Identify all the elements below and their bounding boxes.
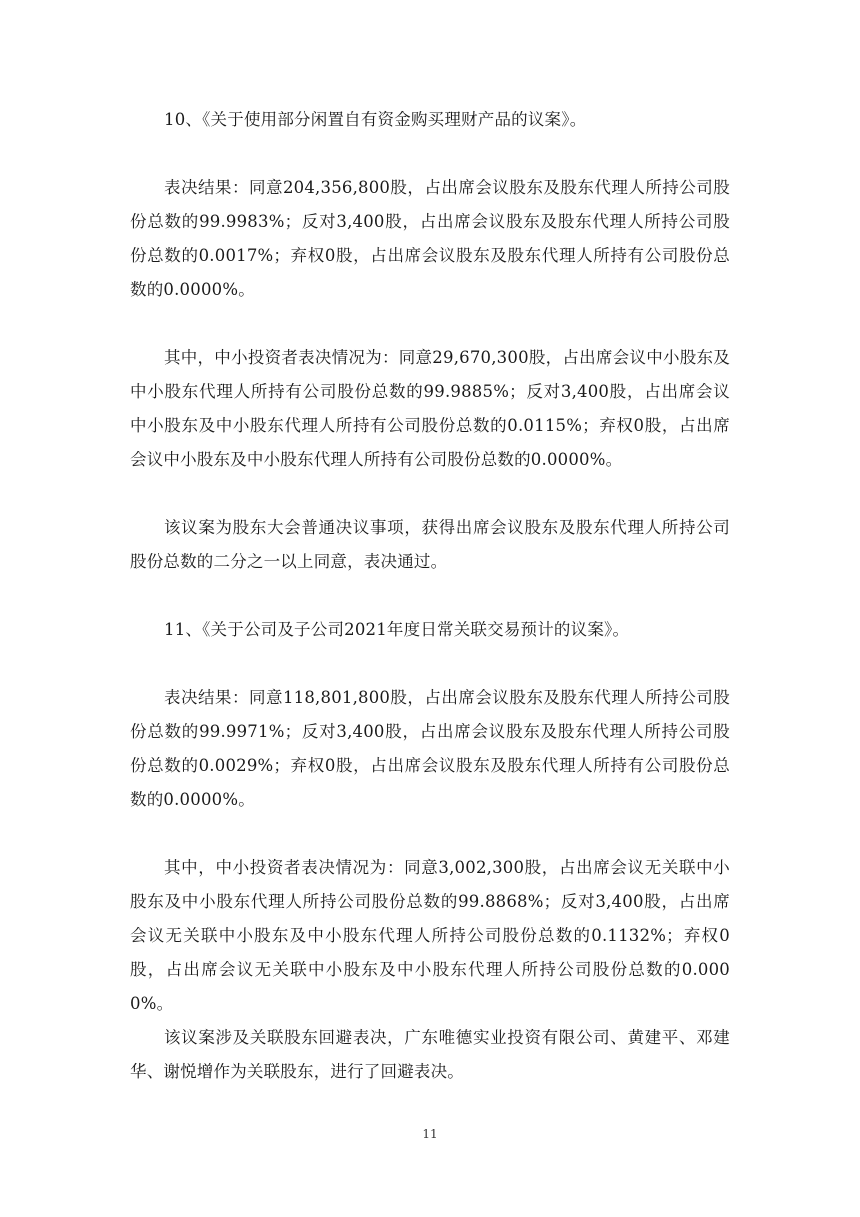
item-11-related-party-note: 该议案涉及关联股东回避表决，广东唯德实业投资有限公司、黄建平、邓建华、谢悦增作为关联股东，进行了回避表决。 <box>130 1028 730 1081</box>
item-10-resolution-note: 该议案为股东大会普通决议事项，获得出席会议股东及股东代理人所持公司股份总数的二分之一以上同意，表决通过。 <box>130 518 730 571</box>
item-11-voting-result: 表决结果：同意118,801,800股，占出席会议股东及股东代理人所持公司股份总数的99.9971%；反对3,400股，占出席会议股东及股东代理人所持公司股份总数的0.0029%；弃权0股，占出席会议股东及股东代理人所持有公司股份总数的0.0000%。 <box>130 688 730 809</box>
item-10-heading: 10、《关于使用部分闲置自有资金购买理财产品的议案》。 <box>164 110 587 129</box>
item-11-minority-voting: 其中，中小投资者表决情况为：同意3,002,300股，占出席会议无关联中小股东及中小股东代理人所持公司股份总数的99.8868%；反对3,400股，占出席会议无关联中小股东及中小股东代理人所持公司股份总数的0.1132%；弃权0股，占出席会议无关联中小股东及中小股东代理人所持公司股份总数的0.0000%。 <box>130 858 730 1013</box>
item-10-voting-result: 表决结果：同意204,356,800股，占出席会议股东及股东代理人所持公司股份总数的99.9983%；反对3,400股，占出席会议股东及股东代理人所持公司股份总数的0.0017%；弃权0股，占出席会议股东及股东代理人所持有公司股份总数的0.0000%。 <box>130 178 730 299</box>
item-10-minority-voting: 其中，中小投资者表决情况为：同意29,670,300股，占出席会议中小股东及中小股东代理人所持有公司股份总数的99.9885%；反对3,400股，占出席会议中小股东及中小股东代理人所持有公司股份总数的0.0115%；弃权0股，占出席会议中小股东及中小股东代理人所持有公司股份总数的0.0000%。 <box>130 348 730 469</box>
page-number: 11 <box>422 1127 438 1141</box>
item-11-heading: 11、《关于公司及子公司2021年度日常关联交易预计的议案》。 <box>164 620 630 639</box>
